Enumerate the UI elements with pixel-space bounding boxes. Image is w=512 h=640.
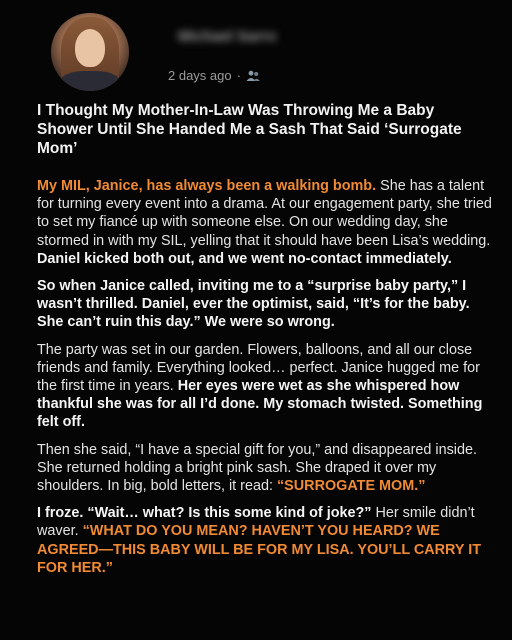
post-timestamp[interactable]: 2 days ago [168,68,232,83]
story-paragraph [37,177,492,268]
story-text: Then she said, “I have a special gift for you,” and disappeared inside. She returned holding a bright pink sash. She draped it over my shoulders. In big, bold letters, it read: [37,441,477,495]
meta-separator: · [236,68,241,83]
story-paragraph [37,277,492,332]
avatar-face [75,29,105,67]
story-bold: So when Janice called, inviting me to a “surprise baby party,” I wasn’t thrilled. Daniel, ever the optimist, said, “It’s for the baby. She can’t ruin this day.” We were so wrong. [37,278,470,331]
story-text: The party was set in our garden. Flowers, balloons, and all our close friends and family. Everything looked… perfect. Janice hugged me for the first time in years. [37,341,480,395]
story-paragraph [37,441,492,496]
story-paragraph [37,504,492,577]
story-bold: Her eyes were wet as she whispered how thankful she was for all I’d done. My stomach twisted. Something felt off. [37,378,483,431]
avatar-shirt [59,71,121,91]
story-paragraph [37,341,492,432]
post-body [37,177,492,586]
story-bold: Daniel kicked both out, and we went no-contact immediately. [37,250,452,267]
people-icon [246,70,260,82]
story-text: Her smile didn’t waver. [37,505,475,540]
story-text: She has a talent for turning every event into a drama. At our engagement party, she tried to set my fiancé up with someone else. On our wedding day, she stormed in with my SIL, yelling that it should have been Lisa’s wedding. [37,178,492,249]
story-highlight: “SURROGATE MOM.” [276,478,426,495]
story-bold: I froze. “Wait… what? Is this some kind of joke?” [37,505,372,522]
story-highlight: My MIL, Janice, has always been a walking bomb. [37,178,377,194]
post-header [0,0,512,92]
post-title: I Thought My Mother-In-Law Was Throwing Me a Baby Shower Until She Handed Me a Sash That Said ‘Surrogate Mom’ [37,102,462,157]
story-highlight: “WHAT DO YOU MEAN? HAVEN’T YOU HEARD? WE AGREED—THIS BABY WILL BE FOR MY LISA. YOU’LL CARRY IT FOR HER.” [37,523,482,576]
author-name[interactable]: Michael Sarro [178,28,277,45]
avatar[interactable] [51,13,129,91]
post-meta [168,68,260,83]
